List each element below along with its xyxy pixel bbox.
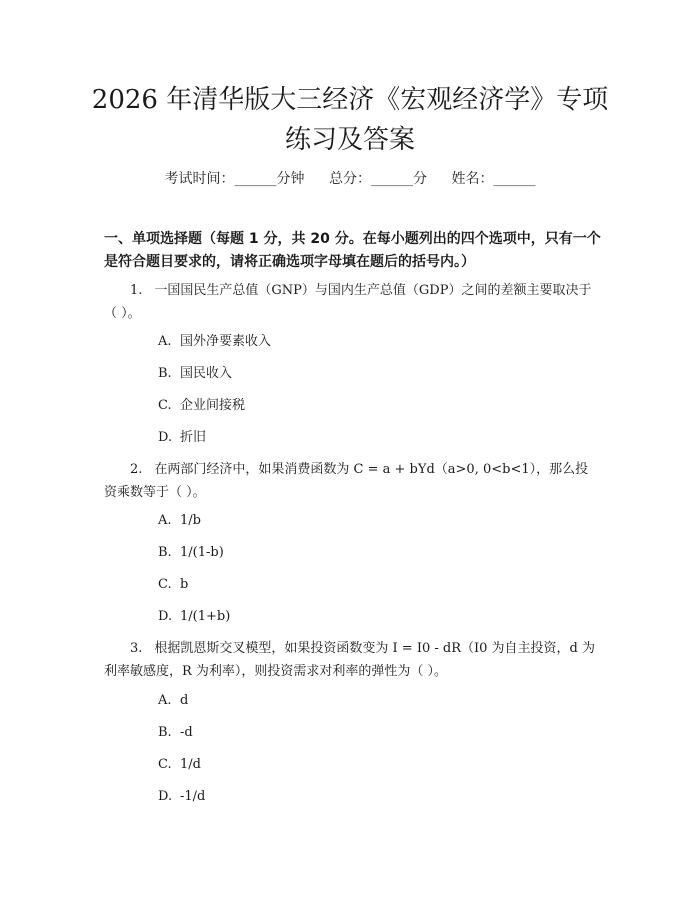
option-1b xyxy=(158,364,232,384)
question-1 xyxy=(104,279,600,325)
option-text: 国民收入 xyxy=(180,366,233,381)
option-letter: A. xyxy=(158,693,172,708)
exam-score: 总分：______分 xyxy=(329,171,427,187)
option-3d xyxy=(158,787,205,807)
option-letter: D. xyxy=(158,609,173,624)
option-2a xyxy=(158,511,201,531)
option-text: d xyxy=(180,693,189,708)
document-title xyxy=(60,80,640,160)
option-2c xyxy=(158,575,188,595)
option-1c xyxy=(158,396,245,416)
option-text: 折旧 xyxy=(180,430,207,445)
option-text: 国外净要素收入 xyxy=(180,334,272,349)
section-heading: 一、单项选择题（每题 1 分，共 20 分。在每小题列出的四个选项中，只有一个是符合题目要求的，请将正确选项字母填在题后的括号内。） xyxy=(104,231,601,270)
option-letter: B. xyxy=(158,366,172,381)
question-text: 一国国民生产总值（GNP）与国内生产总值（GDP）之间的差额主要取决于（ ）。 xyxy=(104,283,592,321)
option-text: 1/(1+b) xyxy=(180,609,231,624)
option-2b xyxy=(158,543,224,563)
option-letter: B. xyxy=(158,545,172,560)
option-letter: C. xyxy=(158,398,172,413)
option-1d xyxy=(158,428,206,448)
question-number: 3. xyxy=(130,641,143,656)
option-3b xyxy=(158,723,193,743)
option-text: -d xyxy=(180,725,193,740)
option-text: b xyxy=(180,577,189,592)
option-letter: B. xyxy=(158,725,172,740)
option-text: -1/d xyxy=(180,789,206,804)
title-line-1: 2026 年清华版大三经济《宏观经济学》专项 xyxy=(91,85,609,115)
option-3c xyxy=(158,755,201,775)
option-letter: A. xyxy=(158,334,172,349)
option-letter: C. xyxy=(158,757,172,772)
question-3 xyxy=(104,637,600,683)
question-number: 2. xyxy=(130,462,143,477)
option-letter: C. xyxy=(158,577,172,592)
title-line-2: 练习及答案 xyxy=(284,125,415,155)
exam-time: 考试时间：______分钟 xyxy=(164,171,305,187)
option-text: 1/d xyxy=(180,757,201,772)
option-letter: A. xyxy=(158,513,172,528)
option-text: 1/b xyxy=(180,513,201,528)
option-text: 企业间接税 xyxy=(180,398,246,413)
option-1a xyxy=(158,332,271,352)
question-text: 根据凯恩斯交叉模型，如果投资函数变为 I = I0 - dR（I0 为自主投资，d 为利率敏感度，R 为利率），则投资需求对利率的弹性为（ ）。 xyxy=(104,641,595,679)
question-text: 在两部门经济中，如果消费函数为 C = a + bYd（a>0, 0<b<1），那么投资乘数等于（ ）。 xyxy=(104,462,589,500)
exam-name: 姓名：______ xyxy=(451,171,536,187)
question-2 xyxy=(104,458,600,504)
option-3a xyxy=(158,691,188,711)
option-text: 1/(1-b) xyxy=(180,545,224,560)
exam-meta xyxy=(0,168,700,188)
option-2d xyxy=(158,607,230,627)
option-letter: D. xyxy=(158,789,173,804)
question-number: 1. xyxy=(130,283,143,298)
option-letter: D. xyxy=(158,430,173,445)
